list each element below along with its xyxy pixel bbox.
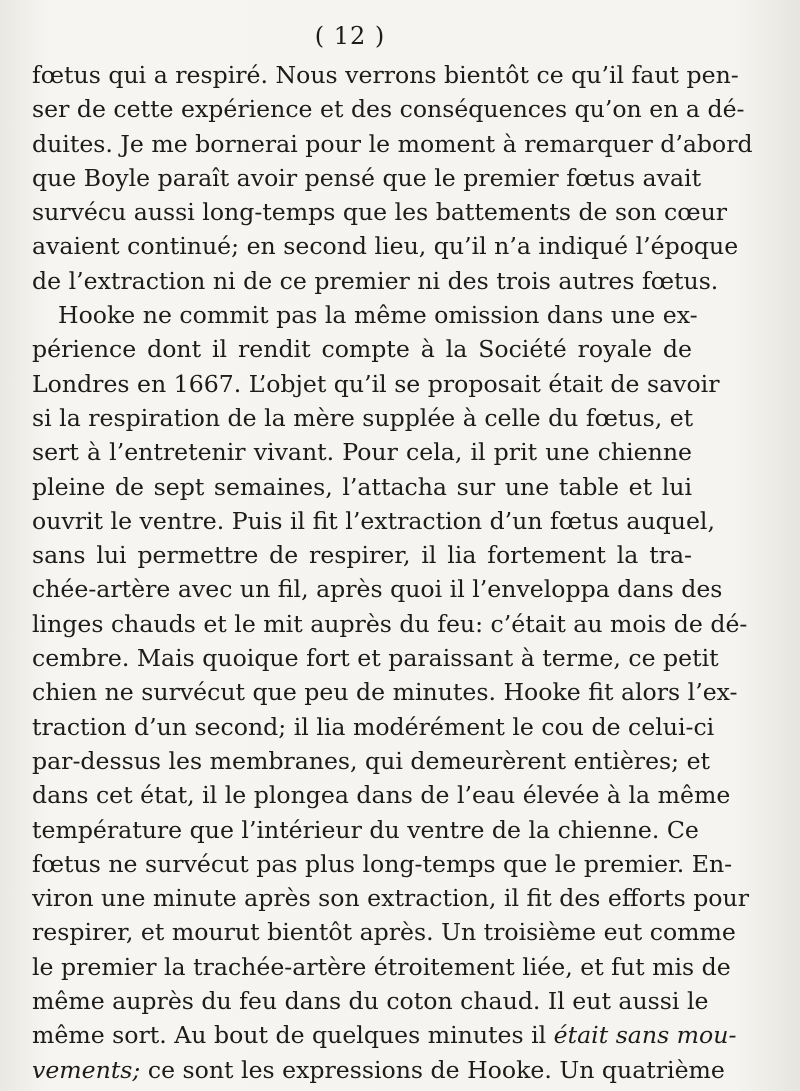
text-line: traction d’un second; il lia modérément le cou de celui-ci [32,712,715,741]
body-text [32,58,753,1087]
text-line: chien ne survécut que peu de minutes. Hooke fit alors l’ex- [32,678,738,707]
text-line: par-dessus les membranes, qui demeurèrent entières; et [32,746,711,775]
text-line: Londres en 1667. L’objet qu’il se proposait était de savoir [32,369,720,398]
text-line: ouvrit le ventre. Puis il fit l’extraction d’un fœtus auquel, [32,506,715,535]
text-line: chée-artère avec un fil, après quoi il l’enveloppa dans des [32,575,723,604]
text-line [32,1018,737,1052]
text-line: sans lui permettre de respirer, il lia fortement la tra- [32,541,692,570]
text-line: fœtus qui a respiré. Nous verrons bientôt ce qu’il faut pen- [32,61,739,89]
text-line: de l’extraction ni de ce premier ni des trois autres fœtus. [32,266,719,295]
text-run: ce sont les expressions de Hooke. Un quatrième [140,1055,725,1084]
text-line: même auprès du feu dans du coton chaud. Il eut aussi le [32,987,709,1016]
text-line: survécu aussi long-temps que les battements de son cœur [32,198,728,227]
text-line: le premier la trachée-artère étroitement liée, et fut mis de [32,952,731,981]
page-number: ( 12 ) [314,22,386,50]
text-line: duites. Je me bornerai pour le moment à remarquer d’abord [32,129,753,158]
text-line [32,1053,725,1087]
text-line: avaient continué; en second lieu, qu’il n’a indiqué l’époque [32,232,739,261]
text-line: pleine de sept semaines, l’attacha sur une table et lui [32,472,692,501]
text-line: température que l’intérieur du ventre de la chienne. Ce [32,815,699,844]
text-line: dans cet état, il le plongea dans de l’eau élevée à la même [32,781,731,810]
italic-text-run: vements; [32,1055,141,1084]
text-line: périence dont il rendit compte à la Société royale de [32,335,692,364]
text-line: si la respiration de la mère supplée à celle du fœtus, et [32,403,694,432]
text-line: linges chauds et le mit auprès du feu: c’était au mois de dé- [32,609,748,638]
text-run: même sort. Au bout de quelques minutes il [32,1021,547,1050]
text-line: sert à l’entretenir vivant. Pour cela, il prit une chienne [32,438,692,467]
text-line: fœtus ne survécut pas plus long-temps que le premier. En- [32,849,733,878]
text-line: respirer, et mourut bientôt après. Un troisième eut comme [32,918,736,947]
text-line: que Boyle paraît avoir pensé que le premier fœtus avait [32,163,702,192]
text-line: ser de cette expérience et des conséquences qu’on en a dé- [32,95,745,124]
text-line: viron une minute après son extraction, il fit des efforts pour [32,884,749,913]
text-line: cembre. Mais quoique fort et paraissant à terme, ce petit [32,644,719,673]
italic-text-run: était sans mou- [553,1021,737,1050]
text-line: Hooke ne commit pas la même omission dans une ex- [58,301,698,330]
